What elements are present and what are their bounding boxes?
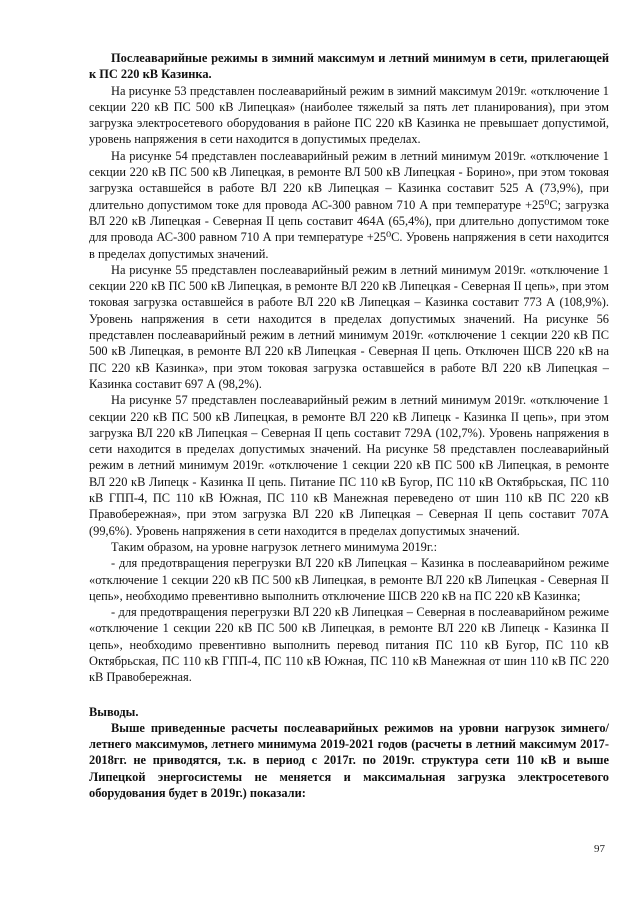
conclusions-title: Выводы.: [89, 704, 139, 719]
section-heading: Послеаварийные режимы в зимний максимум и летний минимум в сети, прилегающей к ПС 220 кВ Казинка.: [89, 51, 609, 82]
document-page: [89, 50, 609, 801]
page-number: 97: [594, 843, 605, 855]
list-item: - для предотвращения перегрузки ВЛ 220 кВ Липецкая – Северная в послеаварийном режиме «отключение 1 секции 220 кВ ПС 500 кВ Липецкая, в ремонте ВЛ 220 кВ Липецк - Казинка II цепь», необходимо превентивно выполнить перевод питания ПС 110 кВ Бугор, ПС 110 кВ Октябрьская, ПС 110 кВ ГПП-4, ПС 110 кВ Южная, ПС 110 кВ Манежная от шин 110 кВ ПС 220 кВ Правобережная.: [89, 605, 609, 685]
paragraph-figure-53: На рисунке 53 представлен послеаварийный режим в зимний максимум 2019г. «отключение 1 секции 220 кВ ПС 500 кВ Липецкая» (наиболее тяжелый за пять лет планирования), при этом загрузка электросетевого оборудования в районе ПС 220 кВ Казинка не превышает допустимой, уровень напряжения в сети находится в допустимых пределах.: [89, 83, 609, 147]
conclusions-text: Выше приведенные расчеты послеаварийных режимов на уровни нагрузок зимнего/летнего максимумов, летнего минимума 2019-2021 годов (расчеты в летний максимум 2017-2018гг. не приводятся, т.к. в период с 2017г. по 2019г. структура сети 110 кВ и выше Липецкой энергосистемы не меняется и максимальная загрузка электросетевого оборудования будет в 2019г.) показали:: [89, 720, 609, 801]
paragraph-summary-intro: Таким образом, на уровне нагрузок летнего минимума 2019г.:: [111, 539, 438, 554]
paragraph-figure-55-56: На рисунке 55 представлен послеаварийный режим в летний минимум 2019г. «отключение 1 секции 220 кВ ПС 500 кВ Липецкая, в ремонте ВЛ 220 кВ Липецкая - Северная II цепь», при этом токовая загрузка оставшейся в работе ВЛ 220 кВ Липецкая – Казинка составит 773 А (108,9%). Уровень напряжения в сети находится в пределах допустимых значений. На рисунке 56 представлен послеаварийный режим в летний минимум 2019г. «отключение 1 секции 220 кВ ПС 500 кВ Липецкая, в ремонте ВЛ 220 кВ Липецкая - Северная II цепь. Отключен ШСВ 220 кВ на ПС 220 кВ Казинка», при этом токовая загрузка оставшейся в работе ВЛ 220 кВ Липецкая – Казинка составит 697 А (98,2%).: [89, 262, 609, 391]
spacer: [89, 686, 609, 704]
paragraph-figure-54: На рисунке 54 представлен послеаварийный режим в летний минимум 2019г. «отключение 1 секции 220 кВ ПС 500 кВ Липецкая, в ремонте ВЛ 500 кВ Липецкая - Борино», при этом токовая загрузка оставшейся в работе ВЛ 220 кВ Липецкая – Казинка составит 525 А (73,9%), при длительно допустимом токе для провода АС-300 равном 710 А при температуре +25⁰С; загрузка ВЛ 220 кВ Липецкая - Северная II цепь составит 464А (65,4%), при длительно допустимом токе для провода АС-300 равном 710 А при температуре +25⁰С. Уровень напряжения в сети находится в пределах допустимых значений.: [89, 148, 609, 261]
paragraph-figure-57-58: На рисунке 57 представлен послеаварийный режим в летний минимум 2019г. «отключение 1 секции 220 кВ ПС 500 кВ Липецкая, в ремонте ВЛ 220 кВ Липецк - Казинка II цепь», при этом загрузка ВЛ 220 кВ Липецкая – Северная II цепь составит 729А (102,7%). Уровень напряжения в сети находится в пределах допустимых значений. На рисунке 58 представлен послеаварийный режим в летний минимум 2019г. «отключение 1 секции 220 кВ ПС 500 кВ Липецкая, в ремонте ВЛ 220 кВ Липецк - Казинка II цепь. Питание ПС 110 кВ Бугор, ПС 110 кВ Октябрьская, ПС 110 кВ ГПП-4, ПС 110 кВ Южная, ПС 110 кВ Манежная переведено от шин 110 кВ ПС 220 кВ Правобережная», при этом загрузка ВЛ 220 кВ Липецкая – Северная II цепь составит 707А (99,6%). Уровень напряжения в сети находится в пределах допустимых значений.: [89, 393, 609, 538]
list-item: - для предотвращения перегрузки ВЛ 220 кВ Липецкая – Казинка в послеаварийном режиме «отключение 1 секции 220 кВ ПС 500 кВ Липецкая, в ремонте ВЛ 220 кВ Липецкая - Северная II цепь», необходимо превентивно выполнить отключение ШСВ 220 кВ на ПС 220 кВ Казинка;: [89, 556, 609, 603]
